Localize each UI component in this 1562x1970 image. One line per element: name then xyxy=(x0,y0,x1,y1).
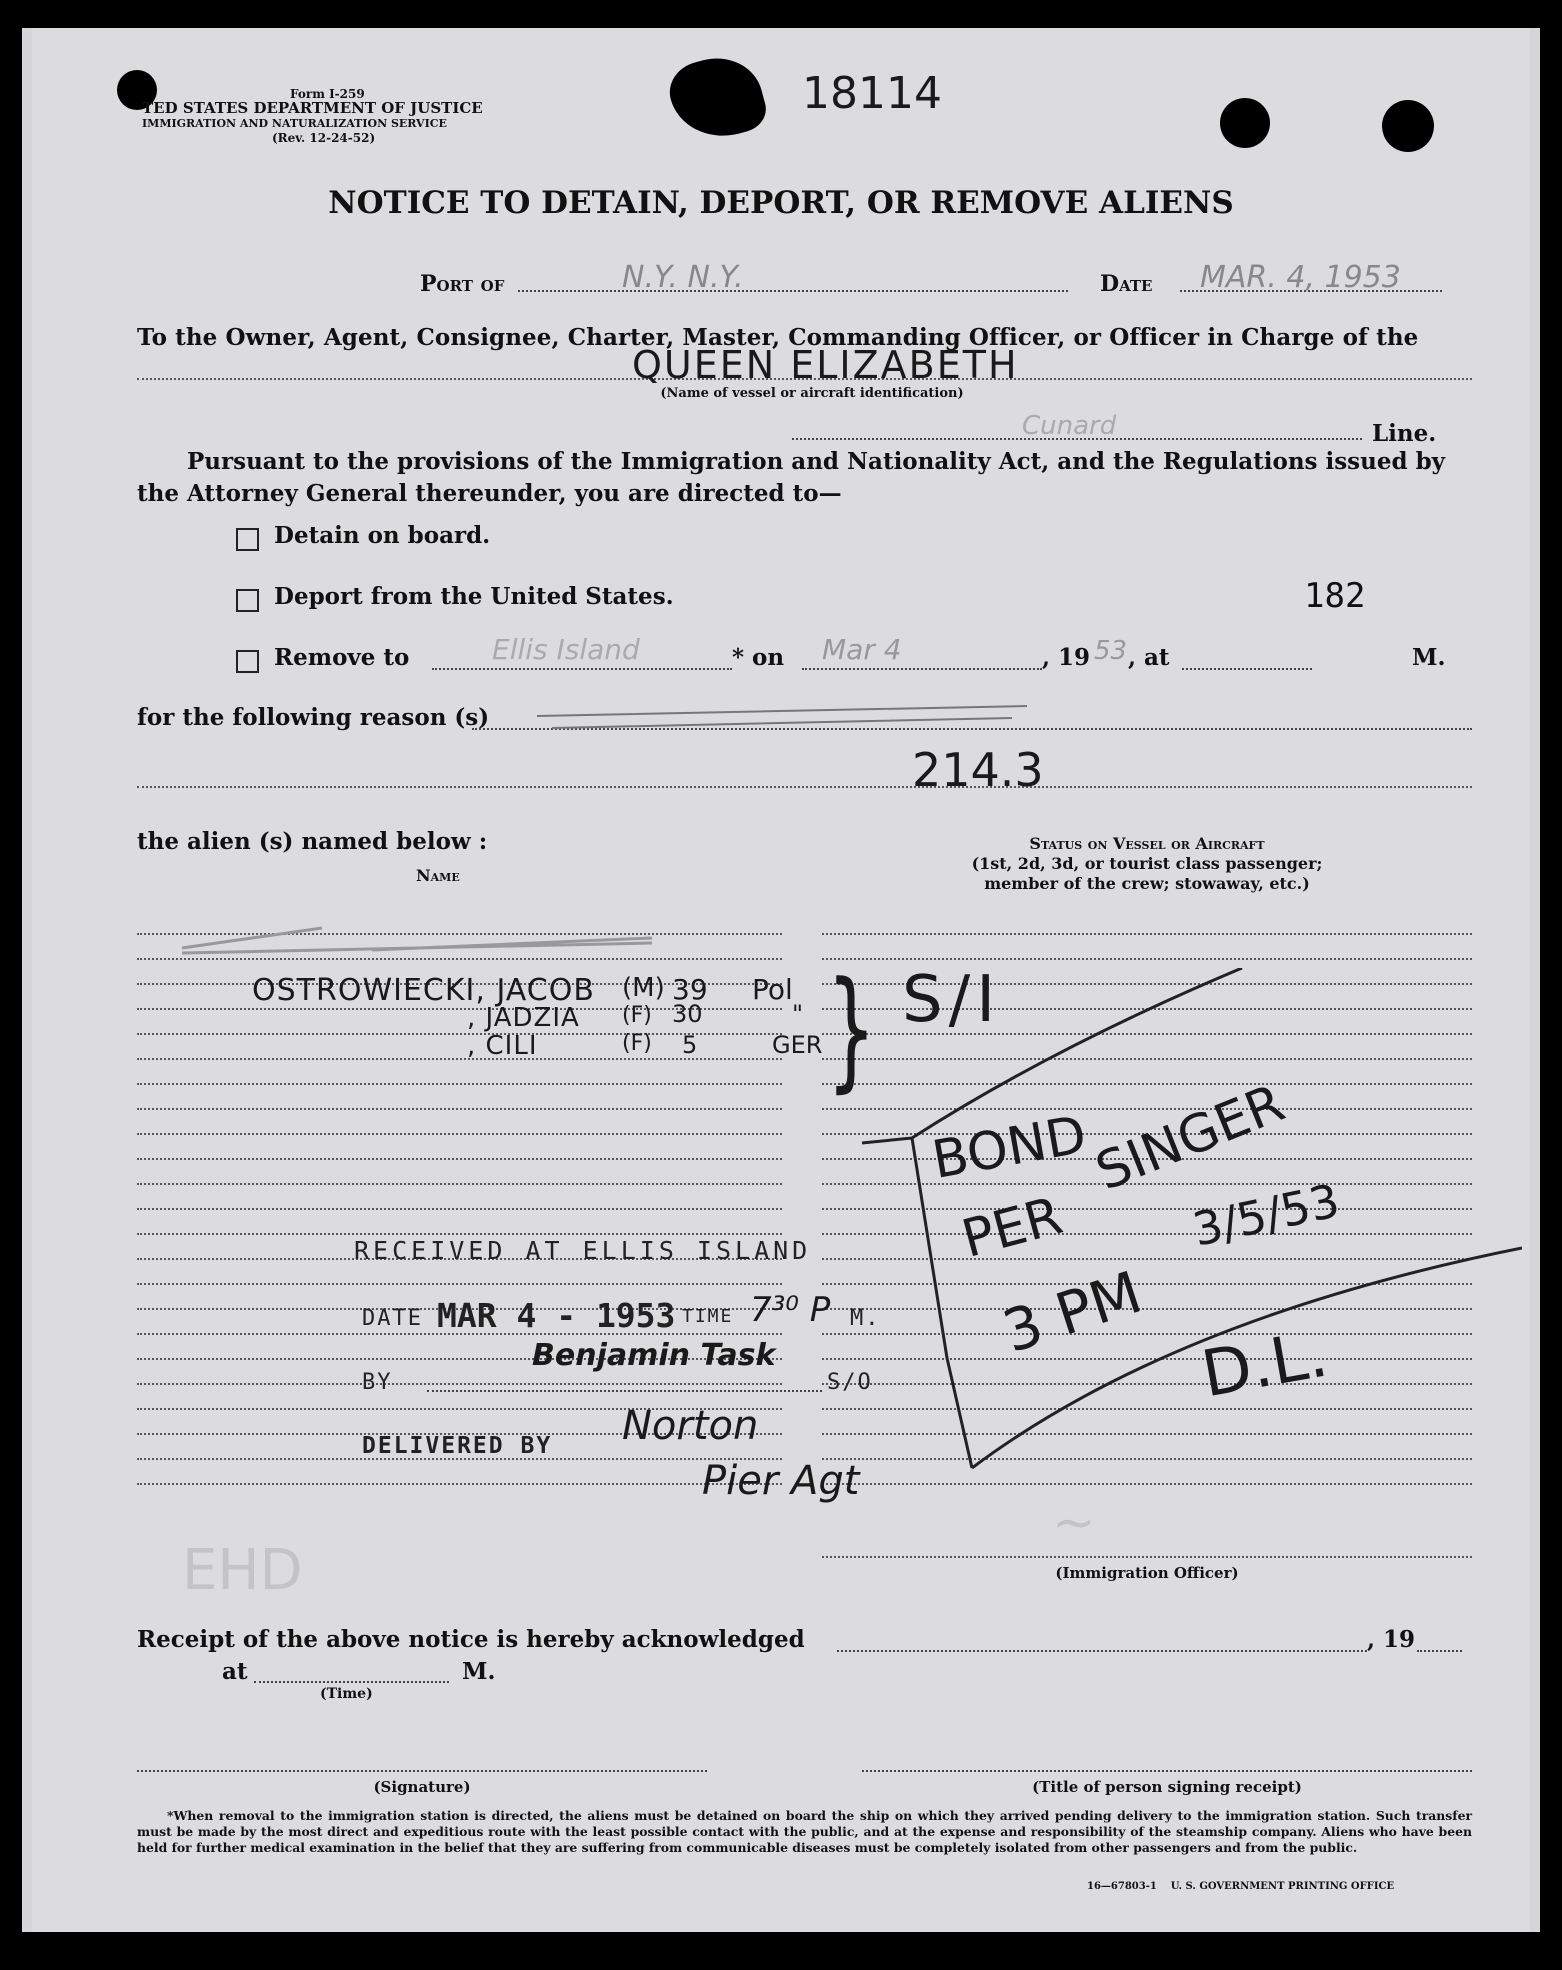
printer-line: 16—67803-1 U. S. GOVERNMENT PRINTING OFFICE xyxy=(1087,1881,1395,1892)
date-value: MAR. 4, 1953 xyxy=(1200,260,1401,295)
alien-row-2-sex: (F) xyxy=(622,1003,652,1028)
remove-checkbox[interactable] xyxy=(236,650,259,673)
bond-note-line3: PER xyxy=(955,1186,1069,1270)
ink-blot xyxy=(663,48,771,149)
received-title: RECEIVED AT ELLIS ISLAND xyxy=(354,1236,812,1265)
document-sheet xyxy=(32,28,1530,1932)
remove-date: Mar 4 xyxy=(822,633,902,666)
ruled-line-left xyxy=(137,1208,782,1210)
faint-officer-signature: ~ xyxy=(1052,1493,1096,1553)
stamp-number: 182 xyxy=(1304,576,1366,616)
remove-place-line xyxy=(432,668,732,670)
alien-row-1-nat: Pol xyxy=(752,973,793,1006)
signature-caption: (Signature) xyxy=(373,1778,471,1796)
alien-row-3-name: , CILI xyxy=(467,1031,538,1061)
officer-caption: (Immigration Officer) xyxy=(1055,1564,1239,1582)
title-caption: (Title of person signing receipt) xyxy=(1032,1778,1302,1796)
agency-line2: IMMIGRATION AND NATURALIZATION SERVICE xyxy=(142,117,447,130)
alien-row-3-nat: GER xyxy=(772,1031,823,1059)
port-value: N.Y. N.Y. xyxy=(622,260,744,295)
alien-row-1-age: 39 xyxy=(672,973,708,1006)
ruled-line-left xyxy=(137,1283,782,1285)
delivered-label: DELIVERED BY xyxy=(362,1433,553,1459)
bond-note-line1: BOND xyxy=(927,1105,1091,1191)
officer-signature-line xyxy=(822,1556,1472,1558)
name-header: Name xyxy=(416,866,460,885)
reason-line-2 xyxy=(137,786,1472,788)
status-sub1: (1st, 2d, 3d, or tourist class passenger; xyxy=(971,854,1323,873)
received-by-label: BY xyxy=(362,1370,393,1395)
status-value: S/I xyxy=(902,963,1002,1037)
ruled-line-right xyxy=(822,933,1472,935)
received-m: M. xyxy=(850,1306,881,1331)
on-label: * on xyxy=(732,644,785,671)
time-line xyxy=(1182,668,1312,670)
punch-hole-right xyxy=(1382,100,1434,152)
remove-label: Remove to xyxy=(274,644,410,671)
title-line xyxy=(862,1770,1472,1772)
ruled-line-left xyxy=(137,1158,782,1160)
received-date-label: DATE xyxy=(362,1306,423,1331)
received-time-label: TIME xyxy=(682,1306,734,1327)
receipt-at: at xyxy=(222,1658,248,1685)
reason-strikeout xyxy=(532,696,1032,736)
detain-checkbox[interactable] xyxy=(236,528,259,551)
receipt-time-caption: (Time) xyxy=(320,1686,373,1702)
port-label: Port of xyxy=(420,271,505,297)
alien-row-3-age: 5 xyxy=(682,1031,698,1059)
detain-label: Detain on board. xyxy=(274,522,491,549)
deport-checkbox[interactable] xyxy=(236,589,259,612)
alien-row-3-sex: (F) xyxy=(622,1031,652,1056)
file-number: 18114 xyxy=(802,68,942,119)
ruled-line-left xyxy=(137,1133,782,1135)
received-so: S/O xyxy=(827,1370,873,1395)
bond-note-initials: D.L. xyxy=(1196,1317,1334,1413)
vessel-name: QUEEN ELIZABETH xyxy=(632,343,1019,387)
ruled-line-right xyxy=(822,958,1472,960)
addressee-text: To the Owner, Agent, Consignee, Charter, Master, Commanding Officer, or Officer in Charge of the xyxy=(137,324,1419,351)
delivered-value: Norton xyxy=(622,1403,759,1449)
alien-row-1-name: OSTROWIECKI, JACOB xyxy=(252,973,595,1008)
footnote: *When removal to the immigration station is directed, the aliens must be detained on board the ship on which they arrived pending delivery to the immigration station. Such transfer must be made by the most direct and expeditious route with the least possible contact with the public, and at the expense and responsibility of the steamship company. Aliens who have been held for further medical examination in the belief that they are suffering from communicable diseases must be completely isolated from other passengers and from the public. xyxy=(137,1808,1472,1855)
punch-hole-mid xyxy=(1220,98,1270,148)
crossed-out-name xyxy=(172,908,672,968)
at-label: , at xyxy=(1128,644,1170,671)
receipt-year: , 19 xyxy=(1367,1626,1416,1653)
receipt-m: M. xyxy=(462,1658,496,1685)
remove-date-line xyxy=(802,668,1042,670)
receipt-time-line xyxy=(254,1681,449,1683)
bond-note-line4: 3/5/53 xyxy=(1188,1173,1345,1257)
ruled-line-left xyxy=(137,1483,782,1485)
handwritten-bracket xyxy=(822,968,1522,1488)
received-by-value: Benjamin Task xyxy=(532,1338,776,1373)
alien-row-2-nat: " xyxy=(792,1000,804,1028)
alien-row-1-sex: (M) xyxy=(622,973,665,1003)
m-label: M. xyxy=(1412,644,1446,671)
delivered-sub: Pier Agt xyxy=(702,1458,860,1504)
page-title: NOTICE TO DETAIN, DEPORT, OR REMOVE ALIENS xyxy=(328,185,1234,221)
form-number: Form I-259 xyxy=(290,87,365,101)
agency-line1: TED STATES DEPARTMENT OF JUSTICE xyxy=(142,99,483,117)
year-prefix: , 19 xyxy=(1042,644,1091,671)
receipt-text: Receipt of the above notice is hereby acknowledged xyxy=(137,1626,805,1653)
grouping-brace: } xyxy=(826,953,877,1105)
status-sub2: member of the crew; stowaway, etc.) xyxy=(984,874,1310,893)
alien-row-2-age: 30 xyxy=(672,1000,703,1028)
year-suffix: 53 xyxy=(1094,636,1128,666)
ruled-line-left xyxy=(137,1233,782,1235)
aliens-label: the alien (s) named below : xyxy=(137,828,488,855)
faint-initials: EHD xyxy=(182,1538,303,1603)
reason-label: for the following reason (s) xyxy=(137,704,490,731)
date-label: Date xyxy=(1100,271,1153,297)
deport-label: Deport from the United States. xyxy=(274,583,674,610)
remove-place: Ellis Island xyxy=(492,633,640,666)
received-time-value: 7³⁰ P xyxy=(750,1290,831,1330)
pursuant-text: Pursuant to the provisions of the Immigration and Nationality Act, and the Regulations issued by the Attorney General thereunder, you are directed to— xyxy=(137,448,1446,507)
port-line xyxy=(518,290,1068,292)
status-header: Status on Vessel or Aircraft xyxy=(1029,834,1265,853)
bond-note-line2: SINGER xyxy=(1087,1073,1293,1203)
received-date-value: MAR 4 - 1953 xyxy=(437,1296,676,1335)
signature-line xyxy=(137,1770,707,1772)
bond-note-line5: 3 PM xyxy=(994,1257,1150,1367)
reason-value: 214.3 xyxy=(912,743,1044,797)
ruled-line-left xyxy=(137,1108,782,1110)
ruled-line-left xyxy=(137,1083,782,1085)
receipt-date-line xyxy=(837,1650,1367,1652)
ruled-line-left xyxy=(137,1183,782,1185)
ruled-line-left xyxy=(137,1383,782,1385)
document-page xyxy=(22,28,1540,1932)
line-value: Cunard xyxy=(1022,411,1117,441)
vessel-caption: (Name of vessel or aircraft identification) xyxy=(660,386,964,401)
revision: (Rev. 12-24-52) xyxy=(272,131,376,145)
receipt-year-line xyxy=(1417,1650,1462,1652)
line-label: Line. xyxy=(1372,420,1437,447)
alien-row-2-name: , JADZIA xyxy=(467,1003,580,1033)
received-by-line xyxy=(427,1390,822,1392)
